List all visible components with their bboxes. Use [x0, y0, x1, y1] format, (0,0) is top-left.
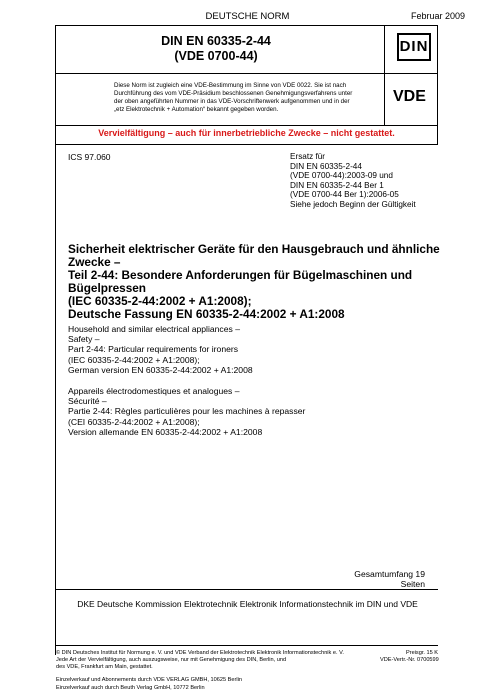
replacement-line: Ersatz für	[290, 152, 326, 161]
title-line: Sicherheit elektrischer Geräte für den Hausgebrauch und ähnliche	[68, 242, 440, 256]
title-english	[68, 324, 253, 375]
left-margin-rule	[55, 145, 56, 655]
sales-info	[56, 676, 242, 692]
copyright-line: © DIN Deutsches Institut für Normung e. V. und VDE Verband der Elektrotechnik Elektronik Informationstechnik e. V.	[56, 650, 344, 656]
ics-code: ICS 97.060	[68, 152, 111, 162]
logo-divider	[384, 25, 385, 125]
header-title: DEUTSCHE NORM	[205, 11, 290, 22]
standard-number: DIN EN 60335-2-44	[161, 34, 271, 48]
total-pages: Gesamtumfang 19 Seiten	[354, 569, 425, 589]
title-line: Safety –	[68, 334, 100, 345]
copyright-line: des VDE, Frankfurt am Main, gestattet.	[56, 664, 153, 670]
box-divider	[55, 73, 438, 74]
copyright-line: Jede Art der Vervielfältigung, auch auszugsweise, nur mit Genehmigung des DIN, Berlin, und	[56, 657, 287, 663]
note-line: der oben angeführten Nummer in das VDE-Vorschriftenwerk aufgenommen und in der	[114, 98, 350, 105]
standard-number-block	[56, 34, 376, 64]
notice-rule	[55, 125, 438, 126]
title-line: Household and similar electrical appliances –	[68, 324, 240, 334]
sales-line: Einzelverkauf auch durch Beuth Verlag GmbH, 10772 Berlin	[56, 685, 205, 691]
title-line: Version allemande EN 60335-2-44:2002 + A1:2008	[68, 426, 263, 437]
title-french	[68, 386, 305, 437]
note-line: „etz Elektrotechnik + Automation“ bekannt gegeben worden.	[114, 106, 279, 113]
din-logo: DIN	[397, 33, 431, 61]
vde-logo: VDE	[393, 88, 426, 105]
vde-note	[114, 82, 380, 114]
replacement-line: DIN EN 60335-2-44 Ber 1	[290, 180, 384, 190]
sales-line: Einzelverkauf und Abonnements durch VDE VERLAG GMBH, 10625 Berlin	[56, 677, 242, 683]
reproduction-notice: Vervielfältigung – auch für innerbetriebliche Zwecke – nicht gestattet.	[98, 128, 395, 138]
title-line: Partie 2-44: Règles particulières pour les machines à repasser	[68, 406, 306, 417]
title-line: Appareils électrodomestiques et analogues –	[68, 386, 240, 396]
copyright-notice	[56, 650, 356, 671]
title-line: Deutsche Fassung EN 60335-2-44:2002 + A1:2008	[68, 307, 345, 321]
replacement-line: (VDE 0700-44):2003-09 und	[290, 171, 393, 181]
title-line: (IEC 60335-2-44:2002 + A1:2008);	[68, 354, 200, 365]
vde-order-number: VDE-Vertr.-Nr. 0700599	[380, 657, 439, 663]
title-german	[68, 243, 438, 321]
note-line: Durchführung des vom VDE-Präsidium beschlossenen Genehmigungsverfahrens unter	[114, 90, 353, 97]
dke-rule-top	[55, 589, 438, 590]
title-line: Teil 2-44: Besondere Anforderungen für Bügelmaschinen und	[68, 268, 413, 282]
dke-line: DKE Deutsche Kommission Elektrotechnik Elektronik Informationstechnik im DIN und VDE	[77, 599, 418, 609]
footer-rule	[55, 645, 438, 646]
price-info	[380, 650, 438, 664]
replacement-info	[290, 152, 416, 210]
header-date: Februar 2009	[410, 11, 465, 21]
title-line: Part 2-44: Particular requirements for ironers	[68, 344, 239, 355]
title-line: German version EN 60335-2-44:2002 + A1:2008	[68, 364, 253, 375]
title-line: (CEI 60335-2-44:2002 + A1:2008);	[68, 416, 200, 427]
replacement-line: (VDE 0700-44 Ber 1):2006-05	[290, 190, 399, 200]
replacement-line: DIN EN 60335-2-44	[290, 161, 362, 171]
title-line: (IEC 60335-2-44:2002 + A1:2008);	[68, 294, 252, 308]
note-line: Diese Norm ist zugleich eine VDE-Bestimmung im Sinne von VDE 0022. Sie ist nach	[114, 82, 347, 89]
vde-number: (VDE 0700-44)	[174, 49, 258, 63]
replacement-line: Siehe jedoch Beginn der Gültigkeit	[290, 199, 416, 209]
title-line: Bügelpressen	[68, 281, 147, 295]
price-group: Preisgr. 15 K	[405, 650, 438, 656]
title-line: Sécurité –	[68, 396, 107, 407]
title-line: Zwecke –	[68, 255, 121, 269]
